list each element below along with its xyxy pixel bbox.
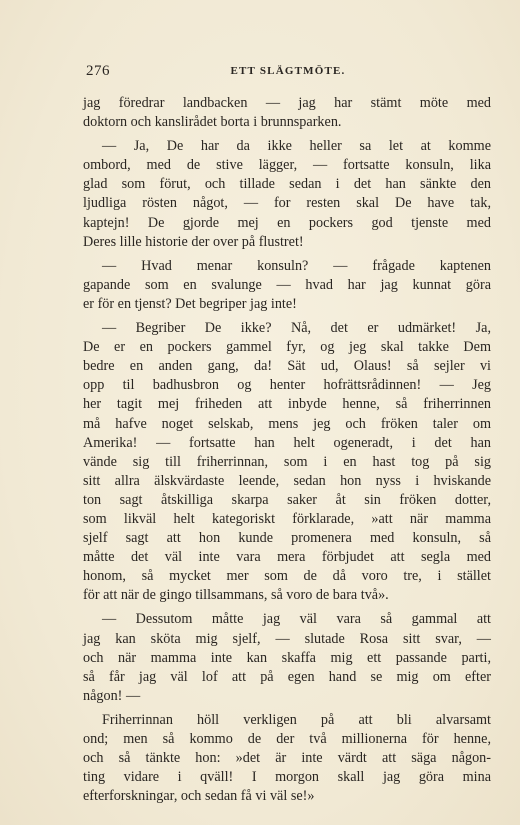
text-line: ting vidare i qväll! I morgon skall jag göra mina	[83, 769, 491, 786]
text-line: gapande som en svalunge — hvad har jag kunnat göra	[83, 276, 491, 293]
text-line: ton sagt åtskilliga skarpa saker åt sin fröken dotter,	[83, 491, 491, 508]
paragraph	[83, 610, 491, 705]
text-line: ond; men så kommo de der två millionerna för henne,	[83, 731, 491, 747]
body-text	[83, 94, 491, 806]
paragraph	[83, 94, 491, 132]
text-line: er för en tjenst? Det begriper jag inte!	[83, 295, 297, 312]
text-line: ombord, med de stive lägger, — fortsatte konsuln, lika	[83, 157, 491, 174]
running-head	[86, 63, 490, 81]
text-line: ljudliga rösten något, — for resten skal De have tak,	[83, 195, 491, 212]
text-line: någon! —	[83, 687, 141, 704]
paragraph	[83, 137, 491, 252]
text-line: må hafve noget selskab, mens jeg och fröken taler om	[83, 415, 491, 432]
text-line: så får jag väl lof att på egen hand se mig om efter	[83, 668, 491, 685]
paragraph	[83, 257, 491, 314]
text-line: sitt allra älskvärdaste leende, sedan hon nyss i hviskande	[83, 472, 491, 489]
text-line: — Ja, De har da ikke heller sa let at komme	[102, 138, 491, 155]
text-line: — Dessutom måtte jag väl vara så gammal att	[102, 611, 491, 628]
text-line: doktorn och kanslirådet borta i brunnsparken.	[83, 114, 342, 131]
text-line: De er en pockers gammel fyr, og jeg skal takke Dem	[83, 339, 491, 356]
text-line: efterforskningar, och sedan få vi väl se!»	[83, 788, 315, 805]
text-line: Friherrinnan höll verkligen på att bli alvarsamt	[102, 711, 491, 728]
page-number: 276	[86, 63, 110, 79]
text-line: glad som förut, och tillade sedan i det han sänkte den	[83, 176, 491, 193]
text-line: — Begriber De ikke? Nå, det er udmärket! Ja,	[102, 320, 491, 337]
text-line: Deres lille historie der over på flustret!	[83, 233, 304, 250]
text-line: som likväl helt kategoriskt förklarade, »att när mamma	[83, 510, 491, 527]
text-line: för att när de gingo tillsammans, så voro de bara två».	[83, 587, 389, 604]
paragraph	[83, 319, 491, 605]
text-line: jag föredrar landbacken — jag har stämt möte med	[83, 95, 491, 111]
text-line: vände sig till friherrinnan, som i en hast tog på sig	[83, 453, 491, 470]
text-line: Amerika! — fortsatte han helt ogeneradt, i det han	[83, 434, 491, 451]
paragraph	[83, 711, 491, 806]
text-line: och så tänkte hon: »det är inte värdt att säga någon-	[83, 750, 491, 767]
text-line: opp til badhusbron og henter hofrättsrådinnen! — Jeg	[83, 377, 491, 394]
text-line: honom, så mycket mer som de då voro tre, i stället	[83, 568, 491, 585]
text-line: her tagit mej friheden att inbyde henne, så friherrinnen	[83, 396, 491, 413]
running-title: ETT SLÄGTMÖTE.	[230, 65, 346, 77]
text-line: — Hvad menar konsuln? — frågade kaptenen	[102, 257, 491, 274]
text-line: sjelf sagt att hon kunde promenera med konsuln, så	[83, 530, 491, 547]
text-line: kaptejn! De gjorde mej en pockers god tjenste med	[83, 214, 491, 231]
text-line: måtte det väl inte vara mera förbjudet att segla med	[83, 549, 491, 566]
text-line: och när mamma inte kan skaffa mig ett passande parti,	[83, 649, 491, 666]
text-line: jag kan sköta mig sjelf, — slutade Rosa sitt svar, —	[83, 630, 491, 647]
text-line: bedre en anden gang, da! Sät ud, Olaus! så sejler vi	[83, 358, 491, 375]
